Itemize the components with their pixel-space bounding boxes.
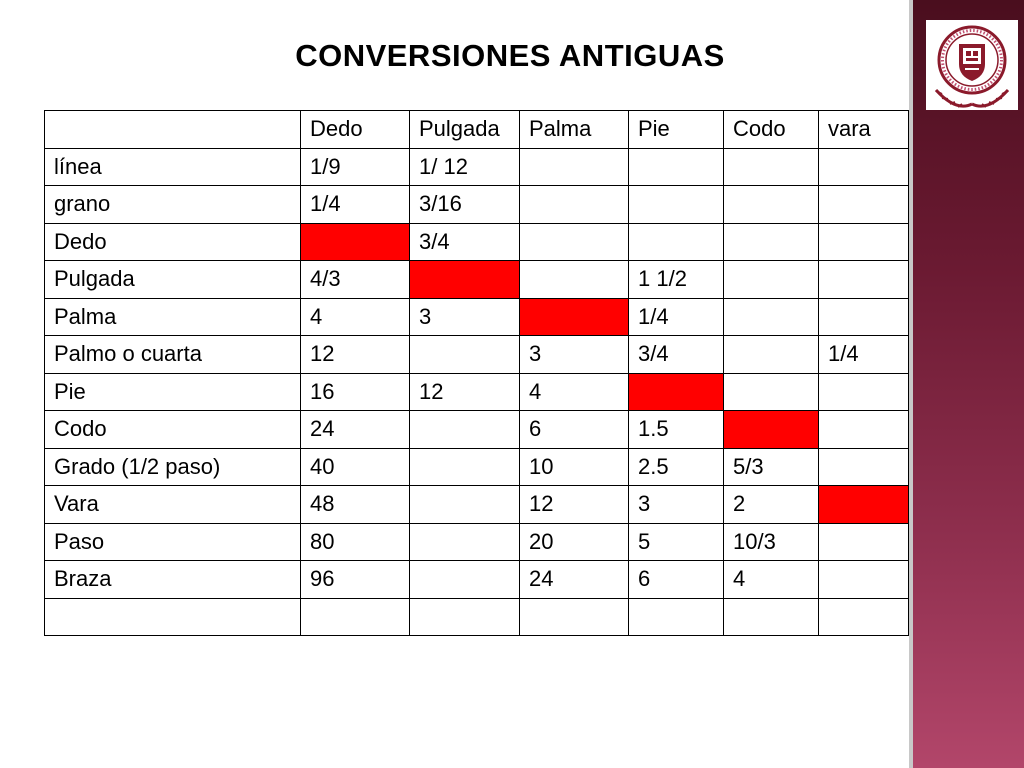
table-cell (819, 561, 909, 599)
table-cell (724, 148, 819, 186)
header-cell: Pulgada (410, 111, 520, 149)
table-cell (724, 373, 819, 411)
table-cell: 2.5 (629, 448, 724, 486)
table-cell: 3/16 (410, 186, 520, 224)
table-cell (724, 261, 819, 299)
table-cell (724, 336, 819, 374)
table-cell: 3/4 (629, 336, 724, 374)
table-header-row (45, 111, 909, 149)
table-row (45, 561, 909, 599)
table-cell: 5/3 (724, 448, 819, 486)
table-row (45, 448, 909, 486)
table-cell (724, 186, 819, 224)
table-row (45, 261, 909, 299)
table-cell: 10/3 (724, 523, 819, 561)
table-cell: 4/3 (301, 261, 410, 299)
table-cell: 4 (724, 561, 819, 599)
table-cell: 12 (520, 486, 629, 524)
table-cell: 3 (629, 486, 724, 524)
row-label: Pie (45, 373, 301, 411)
table-row (45, 148, 909, 186)
row-label: grano (45, 186, 301, 224)
header-cell: Palma (520, 111, 629, 149)
table-cell: 12 (410, 373, 520, 411)
table-cell (410, 598, 520, 636)
table-cell: 1.5 (629, 411, 724, 449)
table-cell: 80 (301, 523, 410, 561)
table-cell: 6 (629, 561, 724, 599)
table-row (45, 486, 909, 524)
conversion-table (44, 110, 909, 636)
row-label: Codo (45, 411, 301, 449)
table-cell: 24 (520, 561, 629, 599)
table-cell (819, 598, 909, 636)
row-label: Pulgada (45, 261, 301, 299)
table-cell: 96 (301, 561, 410, 599)
table-cell (520, 223, 629, 261)
table-cell: 5 (629, 523, 724, 561)
table-cell: 48 (301, 486, 410, 524)
table-cell (819, 223, 909, 261)
row-label: línea (45, 148, 301, 186)
table-cell: 1/4 (819, 336, 909, 374)
table-cell: 3 (520, 336, 629, 374)
row-label: Grado (1/2 paso) (45, 448, 301, 486)
table-cell (520, 261, 629, 299)
table-cell (629, 223, 724, 261)
table-cell (819, 448, 909, 486)
table-cell (819, 148, 909, 186)
table-cell: 10 (520, 448, 629, 486)
identity-highlight-cell (629, 373, 724, 411)
table-cell: 12 (301, 336, 410, 374)
table-row (45, 373, 909, 411)
table-cell: 4 (301, 298, 410, 336)
table-cell (520, 186, 629, 224)
table-cell (410, 561, 520, 599)
table-cell (819, 373, 909, 411)
table-cell: 4 (520, 373, 629, 411)
table-row (45, 523, 909, 561)
row-label: Dedo (45, 223, 301, 261)
table-cell (520, 598, 629, 636)
table-cell: 6 (520, 411, 629, 449)
header-cell: vara (819, 111, 909, 149)
table-row (45, 298, 909, 336)
table-cell (410, 523, 520, 561)
table-cell (410, 486, 520, 524)
row-label: Palma (45, 298, 301, 336)
table-cell (410, 448, 520, 486)
table-cell (301, 598, 410, 636)
table-row (45, 223, 909, 261)
identity-highlight-cell (520, 298, 629, 336)
identity-highlight-cell (724, 411, 819, 449)
slide-title: CONVERSIONES ANTIGUAS (295, 38, 725, 73)
row-label: Braza (45, 561, 301, 599)
row-label: Vara (45, 486, 301, 524)
table-cell: 24 (301, 411, 410, 449)
table-cell (724, 223, 819, 261)
table-cell (724, 598, 819, 636)
table-cell: 1/ 12 (410, 148, 520, 186)
table-cell: 16 (301, 373, 410, 411)
table-cell: 2 (724, 486, 819, 524)
table-cell (819, 523, 909, 561)
table-cell: 20 (520, 523, 629, 561)
table-cell: 3 (410, 298, 520, 336)
table-cell (819, 298, 909, 336)
table-row-empty (45, 598, 909, 636)
table-cell: 1/4 (629, 298, 724, 336)
table-row (45, 186, 909, 224)
table-cell: 40 (301, 448, 410, 486)
table-cell (629, 186, 724, 224)
table-cell (819, 261, 909, 299)
table-cell (629, 148, 724, 186)
table-cell (520, 148, 629, 186)
decorative-sidebar (913, 0, 1024, 768)
row-label (45, 598, 301, 636)
header-cell: Codo (724, 111, 819, 149)
header-cell: Dedo (301, 111, 410, 149)
table-cell (819, 186, 909, 224)
table-cell: 3/4 (410, 223, 520, 261)
table-cell (724, 298, 819, 336)
row-label: Palmo o cuarta (45, 336, 301, 374)
identity-highlight-cell (819, 486, 909, 524)
table-row (45, 411, 909, 449)
row-label: Paso (45, 523, 301, 561)
table-cell: 1 1/2 (629, 261, 724, 299)
table-cell (410, 411, 520, 449)
table-cell (819, 411, 909, 449)
table-row (45, 336, 909, 374)
header-cell (45, 111, 301, 149)
identity-highlight-cell (410, 261, 520, 299)
table-cell: 1/9 (301, 148, 410, 186)
header-cell: Pie (629, 111, 724, 149)
table-cell (629, 598, 724, 636)
identity-highlight-cell (301, 223, 410, 261)
table-cell (410, 336, 520, 374)
table-cell: 1/4 (301, 186, 410, 224)
